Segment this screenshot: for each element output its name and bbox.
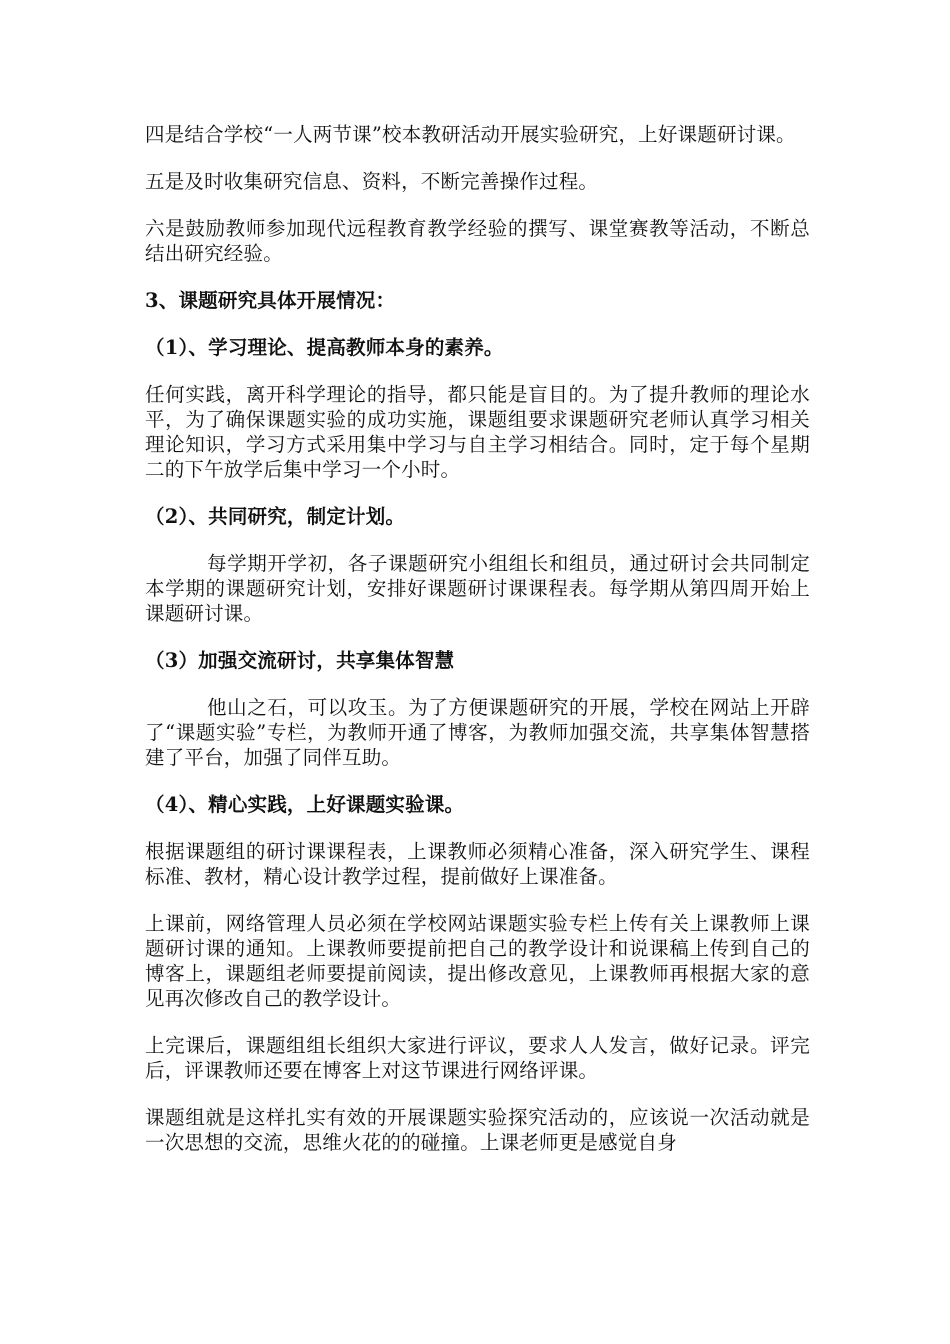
paragraph-theory-study: 任何实践，离开科学理论的指导，都只能是盲目的。为了提升教师的理论水平，为了确保课题实验的成功实施，课题组要求课题研究老师认真学习相关理论知识，学习方式采用集中学习与自主学习相结合。同时，定于每个星期二的下午放学后集中学习一个小时。 [145,383,810,481]
paragraph-summary: 课题组就是这样扎实有效的开展课题实验探究活动的，应该说一次活动就是一次思想的交流，思维火花的的碰撞。上课老师更是感觉自身 [145,1106,810,1154]
subsection-heading-4: （4）、精心实践，上好课题实验课。 [145,793,465,816]
section-heading-3: 3、课题研究具体开展情况： [145,289,396,312]
paragraph-before-class: 上课前，网络管理人员必须在学校网站课题实验专栏上传有关上课教师上课题研讨课的通知。上课教师要提前把自己的教学设计和说课稿上传到自己的博客上，课题组老师要提前阅读，提出修改意见，上课教师再根据大家的意见再次修改自己的教学设计。 [145,912,810,1010]
paragraph-item-five: 五是及时收集研究信息、资料，不断完善操作过程。 [145,170,599,193]
subsection-heading-3: （3）加强交流研讨，共享集体智慧 [145,649,455,672]
paragraph-item-six: 六是鼓励教师参加现代远程教育教学经验的撰写、课堂赛教等活动，不断总结出研究经验。 [145,217,810,265]
paragraph-lesson-preparation: 根据课题组的研讨课课程表，上课教师必须精心准备，深入研究学生、课程标准、教材，精心设计教学过程，提前做好上课准备。 [145,840,810,888]
subsection-heading-2: （2）、共同研究，制定计划。 [145,505,406,528]
paragraph-joint-planning: 每学期开学初，各子课题研究小组组长和组员，通过研讨会共同制定本学期的课题研究计划，安排好课题研讨课课程表。每学期从第四周开始上课题研讨课。 [145,552,810,625]
paragraph-exchange-sharing: 他山之石，可以攻玉。为了方便课题研究的开展，学校在网站上开辟了“课题实验”专栏，为教师开通了博客，为教师加强交流，共享集体智慧搭建了平台，加强了同伴互助。 [145,696,810,769]
document-body [145,122,810,1155]
paragraph-after-class: 上完课后，课题组组长组织大家进行评议，要求人人发言，做好记录。评完后，评课教师还要在博客上对这节课进行网络评课。 [145,1034,810,1082]
subsection-heading-1: （1）、学习理论、提高教师本身的素养。 [145,336,504,359]
paragraph-item-four: 四是结合学校“一人两节课”校本教研活动开展实验研究，上好课题研讨课。 [145,123,796,146]
